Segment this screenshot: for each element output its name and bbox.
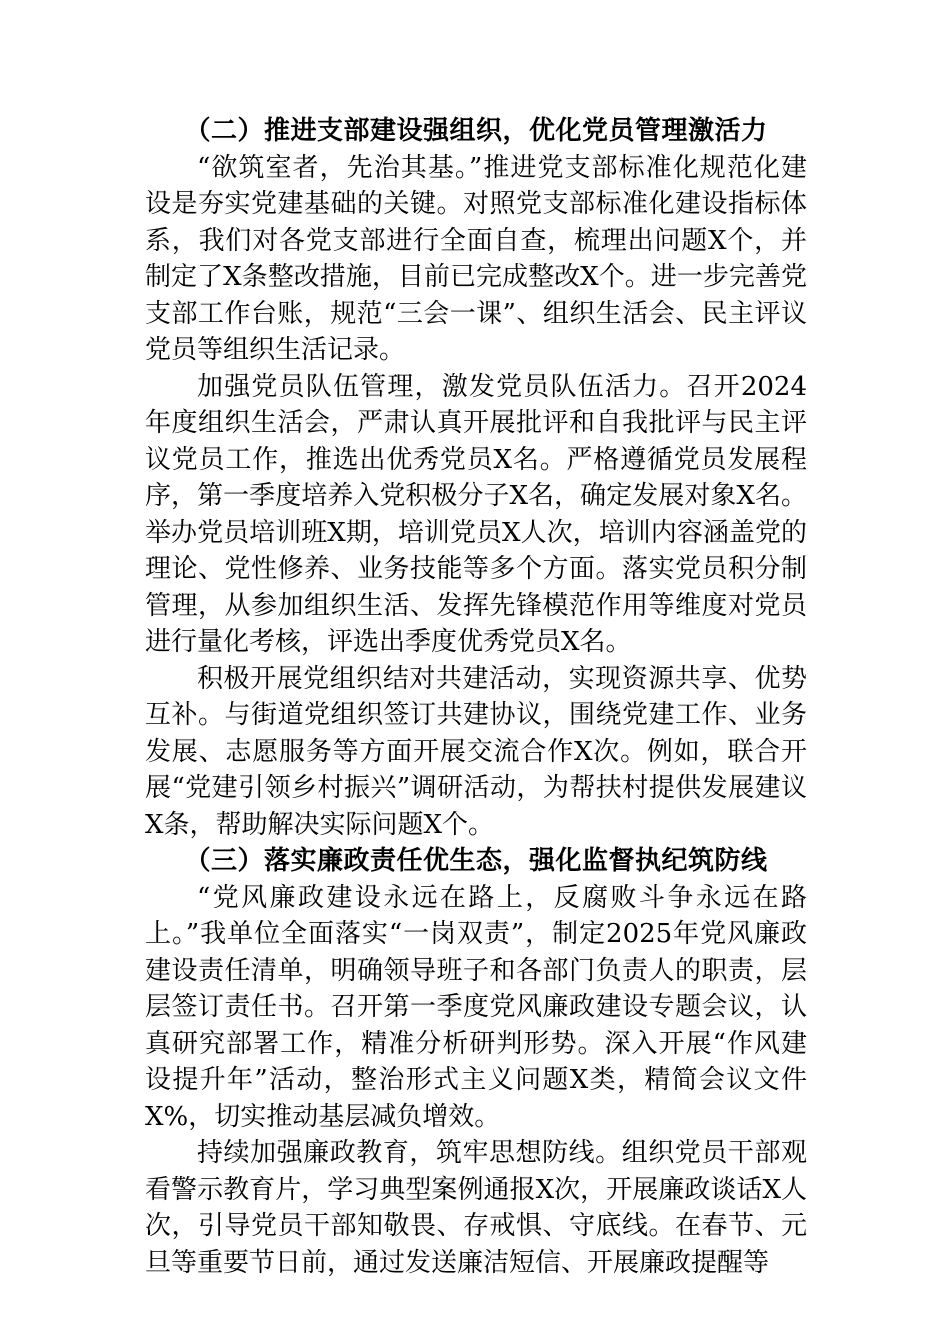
paragraph-3-2: 持续加强廉政教育，筑牢思想防线。组织党员干部观看警示教育片，学习典型案例通报X次，开展廉政谈话X人次，引导党员干部知敬畏、存戒惧、守底线。在春节、元旦等重要节日前，通过发送廉洁短信、开展廉政提醒等: [145, 1138, 807, 1278]
paragraph-2-3: 积极开展党组织结对共建活动，实现资源共享、优势互补。与街道党组织签订共建协议，围绕党建工作、业务发展、志愿服务等方面开展交流合作X次。例如，联合开展“党建引领乡村振兴”调研活动，为帮扶村提供发展建议X条，帮助解决实际问题X个。: [145, 663, 807, 840]
section-heading-3: （三）落实廉政责任优生态，强化监督执纪筑防线: [184, 846, 768, 876]
paragraph-2-1: “欲筑室者，先治其基。”推进党支部标准化规范化建设是夯实党建基础的关键。对照党支部标准化建设指标体系，我们对各党支部进行全面自查，梳理出问题X个，并制定了X条整改措施，目前已完成整改X个。进一步完善党支部工作台账，规范“三会一课”、组织生活会、民主评议党员等组织生活记录。: [145, 152, 807, 365]
section-heading-2: （二）推进支部建设强组织，优化党员管理激活力: [184, 116, 768, 146]
paragraph-3-1: “党风廉政建设永远在路上，反腐败斗争永远在路上。”我单位全面落实“一岗双责”，制定2025年党风廉政建设责任清单，明确领导班子和各部门负责人的职责，层层签订责任书。召开第一季度党风廉政建设专题会议，认真研究部署工作，精准分析研判形势。深入开展“作风建设提升年”活动，整治形式主义问题X类，精简会议文件X%，切实推动基层减负增效。: [145, 882, 807, 1132]
paragraph-2-2: 加强党员队伍管理，激发党员队伍活力。召开2024年度组织生活会，严肃认真开展批评和自我批评与民主评议党员工作，推选出优秀党员X名。严格遵循党员发展程序，第一季度培养入党积极分子X名，确定发展对象X名。举办党员培训班X期，培训党员X人次，培训内容涵盖党的理论、党性修养、业务技能等多个方面。落实党员积分制管理，从参加组织生活、发挥先锋模范作用等维度对党员进行量化考核，评选出季度优秀党员X名。: [145, 371, 807, 657]
document-body: [145, 113, 807, 1281]
